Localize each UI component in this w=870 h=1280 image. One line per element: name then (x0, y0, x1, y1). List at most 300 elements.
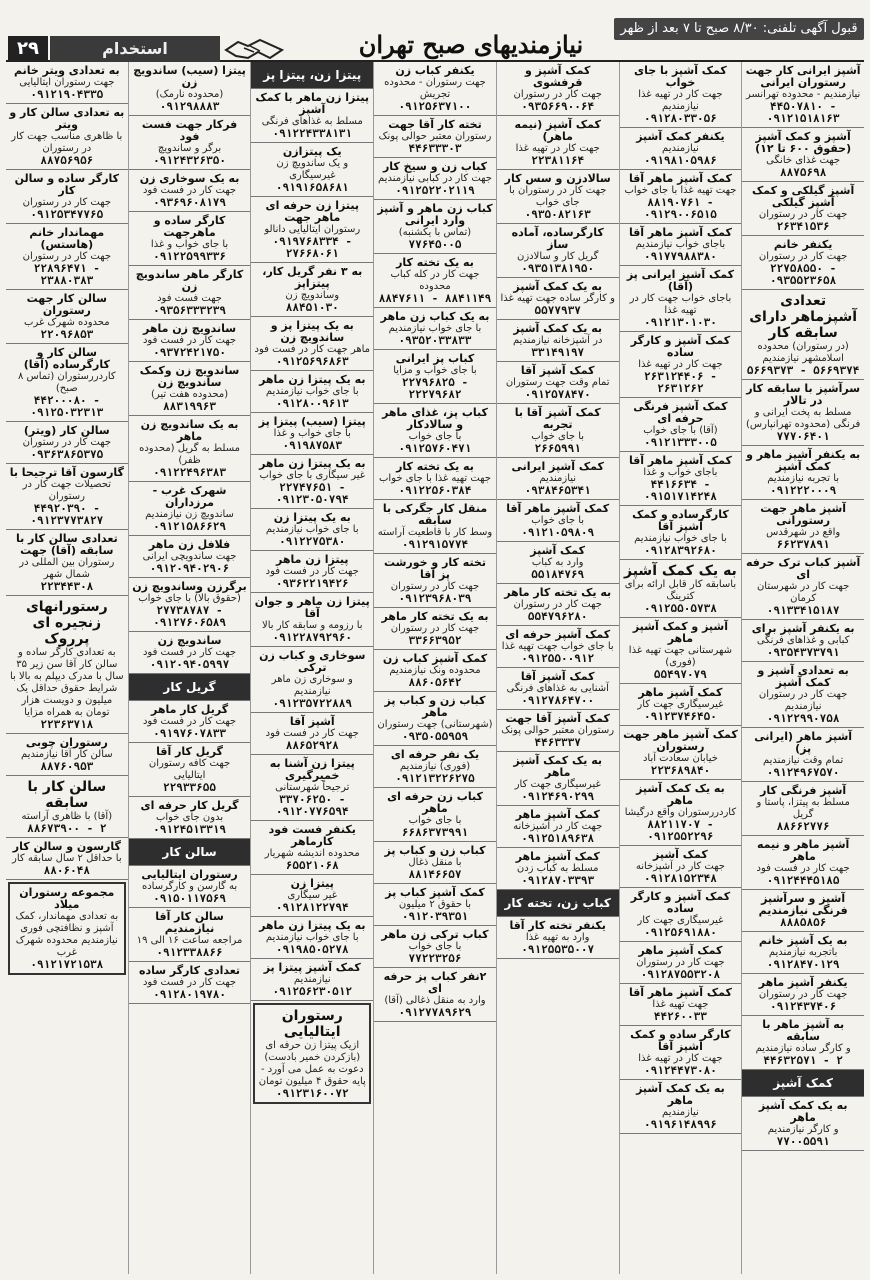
ad-phone: ۰۹۱۲۱۳۰۱۰۳۰ (643, 316, 717, 329)
ad-phone: ۰۹۱۲۲۷۵۳۸۰ (279, 535, 346, 548)
ad-text: مسلط به گریل (محدوده ظفر) (139, 443, 240, 466)
ad-phone: ۰۹۱۲۵۶۹۶۸۶۳ (275, 355, 349, 368)
ad-headline: به یک پیتزا زن ماهر (259, 919, 366, 932)
category-heading: کباب زن، تخته کار (497, 890, 619, 917)
ad-text: با جای خواب (408, 431, 462, 442)
ad-text: جهت کار در فست فود (142, 647, 237, 658)
ad-phone: ۰۹۱۲۹۱۵۷۷۴ (401, 538, 469, 551)
ad-text: (شهرستانی) جهت رستوران (377, 719, 493, 730)
classified-ad (374, 788, 496, 842)
ad-text: تحصیلات جهت کار در رستوران (22, 479, 112, 502)
classified-ad (129, 908, 251, 962)
classified-ad (129, 701, 251, 743)
classified-ad (251, 317, 373, 371)
ad-text: (آقا) با ظاهری آراسته (21, 811, 113, 822)
ad-headline: به یکنفر آشپز برای (751, 622, 855, 635)
ad-text: رستوران معتبر حوالی پونک (501, 725, 615, 736)
ad-phone: ۰۹۱۲۸۱۵۲۳۴۸ (643, 872, 717, 885)
classified-ad (374, 692, 496, 746)
ad-phone: ۰۹۱۵۰۱۱۷۵۶۹ (153, 892, 226, 905)
ad-phone: ۰۹۱۲۴۴۷۳۰۸۰ (643, 1064, 717, 1077)
ad-text: برگر و ساندویچ (157, 143, 222, 154)
ad-column (619, 62, 742, 1274)
ad-headline: به تعدادی آشپز و کمک آشپز (757, 664, 849, 689)
ad-phone: ۴۴۲۶۰۰۳۳ (653, 1010, 707, 1023)
classified-ad (251, 821, 373, 875)
ad-phone: ۰۹۱۲۳۹۶۸۰۳۹ (398, 592, 472, 605)
classified-ad (620, 726, 742, 780)
ad-text: تمام وقت جهت رستوران (505, 377, 610, 388)
ad-headline: مهماندار خانم (هاستس) (29, 226, 105, 251)
classified-ad (251, 917, 373, 959)
ad-text: جهت کار در فست فود (142, 716, 237, 727)
ad-phone: ۰۹۱۲۵۶۳۷۱۰۰ (398, 100, 472, 113)
ad-headline: گارسون و سالن کار (12, 840, 121, 853)
ad-headline: یکنفر فست فود کارماهر (268, 823, 356, 848)
classified-ad (8, 882, 126, 975)
ad-text: واقع در شهرقدس (766, 527, 841, 538)
classified-ad (620, 170, 742, 224)
ad-phone: ۶۶۸۶۳۷۳۹۹۱ (401, 826, 469, 839)
classified-ad (129, 866, 251, 908)
ad-phone: ۸۸۶۷۳۹۰۰ - ۲ (27, 822, 107, 835)
ad-headline: به ۳ نفر گریل کار، پیتزاپز (262, 265, 363, 290)
classified-ad (374, 254, 496, 308)
classified-ad (129, 116, 251, 170)
classified-ad (620, 618, 742, 684)
ad-text: غیرسیگاری جهت کار (637, 699, 724, 710)
ad-phone: ۰۹۱۲۴۴۴۵۱۸۵ (766, 874, 840, 887)
ad-headline: به یک تخته کار (396, 460, 474, 473)
classified-ad (620, 62, 742, 128)
classified-ad (6, 344, 128, 422)
classified-ad (742, 182, 864, 236)
ad-phone: ۰۹۱۲۵۵۰۵۷۳۸ (643, 602, 717, 615)
ad-headline: کمک آشپز ماهر آقا (628, 226, 732, 239)
ad-phone: ۳۳۱۴۹۱۹۷ (531, 346, 585, 359)
classified-ad (129, 62, 251, 116)
ad-text: وارد به منقل ذغالی (آقا) (384, 995, 486, 1006)
ad-phone: ۰۹۱۲۲۵۹۹۳۳۶ (153, 250, 226, 263)
ad-headline: کمک آشپز ایرانی (511, 460, 604, 473)
ad-headline: یکنفر تخته کار آقا (509, 919, 606, 932)
ad-phone: ۰۹۱۲۸۰۳۳۰۵۶ (643, 112, 717, 125)
ad-headline: سالن کار (ویتر) (23, 424, 110, 437)
ad-text: ماهر جهت کار در فست فود (254, 344, 371, 355)
ad-headline: فرکار جهت فست فود (141, 118, 238, 143)
ad-headline: تعدادی آشپزماهر دارای سابقه کار (749, 293, 858, 341)
classified-ad (742, 728, 864, 782)
ad-phone: ۰۹۱۲۴۶۹۰۲۹۹ (521, 790, 595, 803)
ad-headline: کمک آشپز ماهر آقا (628, 454, 732, 467)
ad-text: باجای خواب جهت کار در تهیه غذا (629, 293, 732, 316)
classified-ad (742, 932, 864, 974)
classified-ad (129, 962, 251, 1004)
ad-phone: ۰۹۱۲۸۰۰۹۶۱۳ (275, 397, 349, 410)
ad-headline: کمک آشپز ماهر آقا (628, 986, 732, 999)
ad-phone: ۰۹۱۲۴۵۱۳۳۱۹ (153, 823, 226, 836)
ad-headline: سالن کار با سابقه (27, 779, 107, 811)
ad-headline: به یک کمک آشپز ماهر (636, 1082, 725, 1107)
ad-text: با جای خواب (408, 815, 462, 826)
ad-headline: کمک آشپز ماهر جهت رستوران (623, 728, 738, 753)
ad-headline: به یک کباب زن ماهر (380, 310, 490, 323)
classified-ad (129, 266, 251, 320)
ad-text: جهت رستوران - محدوده تجریش (384, 77, 486, 100)
ad-column (128, 62, 251, 1274)
ad-phone: ۲۲۳۶۸۹۸۴۰ (650, 764, 711, 777)
ad-headline: کمک آشپز پیتزا پز (263, 961, 361, 974)
ad-phone: ۷۷۰۰۵۵۹۱ (776, 1135, 830, 1148)
ad-phone: ۰۹۱۲۹۸۸۸۳ (159, 100, 220, 113)
ad-text: جهت تهیه غذا (652, 999, 709, 1010)
ad-headline: آشپز ماهر (ایرانی پز) (754, 730, 853, 755)
classified-ad (6, 838, 128, 880)
ad-text: کاردررستوران واقع درگیشا (624, 807, 737, 818)
ad-headline: پیتزا زن حرفه ای ماهر جهت (265, 199, 359, 224)
classified-ad (251, 875, 373, 917)
classified-ad (129, 578, 251, 632)
ad-headline: ساندویچ زن ماهر (142, 322, 237, 335)
ad-headline: آشپز کباب ترک حرفه ای (745, 556, 861, 581)
ad-text: نیازمندیم (539, 473, 577, 484)
ad-text: جهت رستوران ایتالیایی (19, 77, 115, 88)
ad-text: با ظاهری مناسب جهت کار در رستوران (11, 131, 123, 154)
ad-text: جهت ساندویچی ایرانی (142, 551, 237, 562)
classified-ad (497, 752, 619, 806)
ad-text: با جای خواب نیازمندیم (265, 524, 359, 535)
ad-text: باجای خواب نیازمندیم (635, 239, 726, 250)
ad-phone: ۰۹۳۵۶۳۳۳۲۳۹ (153, 304, 226, 317)
ad-headline: به یک تخته کار ماهر (504, 586, 612, 599)
classified-ad (251, 455, 373, 509)
ad-text: با حداقل ۲ سال سابقه کار (12, 853, 122, 864)
ad-headline: شهرک غرب - مرزداران (152, 484, 227, 509)
classified-ad (374, 404, 496, 458)
ad-phone: ۸۸۱۹۰۷۶۱ - ۰۹۱۲۹۰۰۶۵۱۵ (643, 196, 717, 221)
ad-text: به تعدادی مهماندار، کمک آشپز و نظافتچی فوری نیازمندیم محدوده شهرک غرب (15, 911, 119, 958)
classified-ad (374, 926, 496, 968)
ad-phone: ۰۹۱۲۸۱۲۲۷۹۴ (275, 901, 349, 914)
ad-text: رستوران معتبر حوالی پونک (378, 131, 492, 142)
ad-text: جهت کار در رستوران با جای خواب (508, 185, 607, 208)
ad-phone: ۸۸۰۶۰۴۸ (43, 864, 90, 877)
ad-text: و کارگر ساده نیازمندیم (755, 1043, 851, 1054)
classified-ad (374, 350, 496, 404)
ad-text: جهت کار در تهیه غذا (638, 1053, 723, 1064)
ad-phone: ۰۹۱۲۵۱۸۹۶۳۸ (521, 832, 595, 845)
classified-ad (620, 780, 742, 846)
ad-headline: کباب پز، غذای ماهر و سالادکار (382, 406, 488, 431)
ad-phone: ۸۸۷۶۰۹۵۳ (40, 760, 94, 773)
ad-text: جهت کار در رستوران (22, 437, 112, 448)
classified-ad (374, 884, 496, 926)
handshake-icon (224, 34, 284, 62)
ad-headline: به یک کمک آشپز (513, 280, 603, 293)
ad-text: و یک ساندویچ زن غیرسیگاری (276, 158, 349, 181)
ad-text: جهت کار در رستوران (636, 957, 725, 968)
ad-headline: کمک آشپز ماهر (638, 686, 723, 699)
classified-ad (129, 797, 251, 839)
ad-phone: ۳۳۶۶۳۹۵۲ (408, 634, 462, 647)
ad-headline: به یک پیتزا زن ماهر (259, 457, 366, 470)
ad-text: باتجربه نیازمندیم (768, 947, 838, 958)
ad-text: رستوران ایتالیایی دانالو (264, 224, 361, 235)
classified-ad (6, 530, 128, 596)
ad-headline: رستوران ایتالیایی (281, 1008, 343, 1040)
ad-text: جهت کار در رستوران (390, 581, 480, 592)
ad-phone: ۳۳۷۰۶۲۵۰ - ۰۹۱۲۰۷۷۶۵۹۴ (275, 793, 349, 818)
ad-phone: ۰۹۱۲۰۹۴۰۲۹۰۶ (149, 562, 230, 575)
ad-headline: گریل کار آقا (156, 745, 223, 758)
ad-phone: ۰۹۱۲۲۸۷۹۲۹۶۰ (272, 631, 352, 644)
ad-headline: پیتزا زن ماهر و جوان آقا (254, 595, 370, 620)
category-heading: کمک آشپز (742, 1070, 864, 1097)
ad-phone: ۲۲۹۳۳۶۵۵ (163, 781, 217, 794)
ad-headline: پیتزا (سیب) پیتزا پز (258, 415, 366, 428)
category-heading: پیتزا زن، پیتزا پز (251, 62, 373, 89)
classified-ad (374, 116, 496, 158)
classified-ad (374, 458, 496, 500)
ad-phone: ۰۹۱۹۶۱۴۸۹۹۶ (643, 1118, 717, 1131)
ad-phone: ۸۸۶۶۲۷۷۶ (776, 820, 830, 833)
classified-ad (6, 224, 128, 290)
ad-text: ترجیحاً شهرستانی (275, 782, 350, 793)
ad-phone: ۲۲۳۴۴۳۰۸ (40, 580, 94, 593)
classified-ad (6, 464, 128, 530)
classified-ad (129, 212, 251, 266)
ad-text: جهت کار در کبابی نیازمندیم (378, 173, 492, 184)
ad-text: غیر سیگاری (287, 890, 338, 901)
ad-headline: کمک آشپز ماهر (515, 808, 600, 821)
ad-phone: ۸۸۸۵۸۵۶ (779, 916, 827, 929)
ad-columns (6, 62, 864, 1274)
ad-phone: ۸۸۶۰۵۶۴۲ (408, 676, 462, 689)
ad-phone: ۰۹۱۲۷۷۸۹۶۲۹ (398, 1006, 472, 1019)
ad-column (6, 62, 128, 1274)
ad-text: ساندویچ زن نیازمندیم (145, 509, 234, 520)
classified-ad (620, 266, 742, 332)
category-heading: گریل کار (129, 674, 251, 701)
ad-phone: ۰۹۳۵۴۳۷۳۷۹۱ (766, 646, 840, 659)
ad-text: جهت کار در رستوران (758, 989, 848, 1000)
ad-phone: ۴۴۲۰۰۰۸۰ - ۰۹۱۲۵۰۳۲۳۱۳ (30, 394, 104, 419)
ad-phone: ۰۹۱۲۳۵۷۲۲۸۸۹ (272, 697, 352, 710)
classified-ad (620, 452, 742, 506)
classified-ad (620, 224, 742, 266)
ad-column (250, 62, 373, 1274)
classified-ad (251, 263, 373, 317)
classified-ad (620, 398, 742, 452)
ad-phone: ۰۹۱۲۵۷۶۰۴۷۱ (398, 442, 472, 455)
ad-headline: کمک آشپز ماهر آقا (506, 502, 610, 515)
classified-ad (497, 500, 619, 542)
ad-text: (در رستوران) محدوده اسلامشهر نیازمندیم (757, 341, 849, 364)
ad-phone: ۰۹۳۵۲۰۳۳۸۳۳ (398, 334, 472, 347)
classified-ad (497, 62, 619, 116)
ad-text: (تماس با یکشنبه) (398, 227, 472, 238)
classified-ad (497, 806, 619, 848)
ad-headline: آشپز ماهر و نیمه ماهر (756, 838, 850, 863)
classified-ad (251, 413, 373, 455)
ad-headline: به یک ساندویچ زن ماهر (140, 418, 239, 443)
ad-headline: به یک سوخاری زن (139, 172, 240, 185)
ad-headline: ۲نفر کباب پز حرفه ای (383, 970, 487, 995)
classified-ad (251, 509, 373, 551)
ad-headline: ساندویچ زن (157, 634, 222, 647)
ad-headline: یکنفر کمک آشپز (636, 130, 725, 143)
classified-ad (6, 104, 128, 170)
ad-text: و کارگر ساده جهت تهیه غذا (500, 293, 615, 304)
ad-phone: ۲۲۷۵۸۵۵۰ - ۰۹۳۵۵۲۳۶۵۸ (770, 262, 837, 287)
classified-ad (742, 500, 864, 554)
classified-ad (620, 560, 742, 618)
classified-ad (374, 500, 496, 554)
ad-phone: ۲۲۸۹۶۴۷۱ - ۲۳۸۸۰۳۸۳ (33, 262, 100, 287)
ad-headline: مجموعه رستوران میلاد (19, 886, 115, 911)
classified-ad (129, 170, 251, 212)
ad-headline: تخته کار و خورشت پز آقا (383, 556, 486, 581)
classified-ad (742, 554, 864, 620)
ad-phone: ۰۹۱۲۸۴۷۰۱۲۹ (766, 958, 840, 971)
ad-text: نیازمندیم (662, 143, 699, 154)
classified-ad (742, 890, 864, 932)
ad-text: جهت کار در رستوران نیازمندیم (758, 689, 848, 712)
ad-phone: ۰۹۱۲۸۳۹۲۶۸۰ (643, 544, 717, 557)
ad-text: جهت تهیه غذا با جای خواب (379, 473, 491, 484)
classified-ad (6, 170, 128, 224)
ad-headline: به یک پیتزا زن (273, 511, 351, 524)
ad-text: کاردررستوران (تماس ۸ صبح) (17, 371, 116, 394)
ad-text: (محدوده نارمک) (155, 89, 224, 100)
ad-phone: ۰۹۱۲۵۷۸۴۷۰ (524, 388, 591, 401)
ad-text: جهت کار در رستوران (513, 599, 602, 610)
classified-ad (742, 782, 864, 836)
classified-ad (374, 650, 496, 692)
classified-ad (742, 1016, 864, 1070)
classified-ad (251, 593, 373, 647)
classified-ad (251, 755, 373, 821)
ad-text: جهت کار در کله کباب محدوده (390, 269, 480, 292)
ad-text: (آقا) با جای خواب (643, 425, 718, 436)
classified-ad (742, 128, 864, 182)
ad-column (496, 62, 619, 1274)
ad-headline: به یک کمک آشپز ماهر (636, 782, 725, 807)
classified-ad (497, 917, 619, 959)
ad-text: جهت کار در رستوران (22, 197, 112, 208)
ad-text: جهت کار در آشپزخانه (635, 861, 725, 872)
classified-ad (374, 746, 496, 788)
ad-phone: ۰۹۱۲۸۰۱۹۷۸۰ (153, 988, 226, 1001)
ad-text: مسلط به پیتزا، پاستا و گریل (756, 797, 850, 820)
ad-headline: تعدادی سالن کار با سابقه (آقا) جهت (15, 532, 118, 557)
ad-text: کبابی و غذاهای فرنگی (756, 635, 850, 646)
ad-phone: ۰۹۱۲۲۵۶۰۳۸۴ (398, 484, 472, 497)
ad-text: (حقوق بالا) با جای خواب (138, 593, 241, 604)
ad-headline: کمک آشپز آقا (520, 364, 595, 377)
ad-column (741, 62, 864, 1274)
ad-text: جهت کار در رستوران (758, 209, 848, 220)
ad-phone: ۰۹۱۲۵۶۹۱۸۸۰ (643, 926, 717, 939)
ad-phone: ۰۹۱۹۸۱۰۵۹۸۶ (643, 154, 717, 167)
ad-text: در آشپزخانه نیازمندیم (512, 335, 603, 346)
ad-headline: کمک آشپز با جای خواب (633, 64, 727, 89)
ad-phone: ۰۹۱۲۵۵۳۵۰۰۷ (521, 943, 595, 956)
ad-phone: ۰۹۳۵۰۸۲۱۶۳ (524, 208, 591, 221)
ad-headline: به یک کمک آشپز (513, 322, 603, 335)
ad-phone: ۰۹۱۲۲۹۹۰۷۵۸ (766, 712, 840, 725)
ad-headline: کمک آشپز آقا با تجربه (514, 406, 601, 431)
ad-phone: ۲۷۷۳۸۷۸۷ - ۰۹۱۲۷۶۰۶۵۸۹ (153, 604, 226, 629)
classified-ad (374, 158, 496, 200)
ad-text: با رزومه و سابقه کار بالا (261, 620, 363, 631)
ad-text: رستوران بین المللی در شمال شهر (19, 557, 115, 580)
ad-headline: کمک آشپز و قرفشوی (524, 64, 591, 89)
ad-text: وارد به تهیه غذا (525, 932, 590, 943)
ad-headline: پیتزا زن (290, 877, 334, 890)
classified-ad (620, 888, 742, 942)
ad-text: ازیک پیتزا زن حرفه ای (بازکردن خمیر بادست) دعوت به عمل می آورد - پایه حقوق ۴ میلیون تومان (258, 1040, 366, 1087)
ad-text: باسابقه کار قابل ارائه برای کترینگ (624, 579, 737, 602)
ad-headline: کمک آشپز و کارگر ساده (630, 890, 731, 915)
ad-headline: کمک آشپز (نیمه ماهر) (514, 118, 601, 143)
ad-headline: پیتزا زن ماهر (276, 553, 349, 566)
ad-text: جهت کار در آشپزخانه (513, 821, 603, 832)
ad-headline: آشپز ماهر جهت رستورانی (760, 502, 847, 527)
ad-text: مسلط به پخت ایرانی و فرنگی (محدوده تهرانپارس) (746, 407, 861, 430)
ad-phone: ۰۹۳۸۴۶۵۳۴۱ (524, 484, 591, 497)
ad-text: وارد به کباب (531, 557, 584, 568)
ad-headline: کباب زن و کباب پز ماهر (384, 694, 486, 719)
ad-text: جهت غذای خانگی (766, 155, 841, 166)
ad-headline: پیتزا زن ماهر با کمک آشپز (255, 91, 369, 116)
classified-ad (374, 842, 496, 884)
classified-ad (6, 596, 128, 734)
ad-headline: به یک پیتزا زن ماهر (259, 373, 366, 386)
classified-ad (497, 626, 619, 668)
classified-ad (497, 848, 619, 890)
classified-ad (251, 143, 373, 197)
ad-headline: سالن کار و کارگرساده (آقا) (23, 346, 110, 371)
ad-phone: ۰۹۱۲۵۲۲۰۲۱۱۹ (395, 184, 475, 197)
classified-ad (251, 713, 373, 755)
ad-text: و کارگر نیازمندیم (767, 1124, 839, 1135)
classified-ad (620, 984, 742, 1026)
ad-phone: ۸۸۶۵۲۹۲۸ (285, 739, 339, 752)
ad-headline: سالادزن و سس کار (504, 172, 611, 185)
ad-headline: ساندویچ زن وکمک ساندویچ زن (139, 364, 240, 389)
ad-headline: کمک آشپز ایرانی پز (آقا) (626, 268, 735, 293)
ad-headline: آشپز فرنگی کار (760, 784, 847, 797)
ad-headline: کمک آشپز حرفه ای (505, 628, 611, 641)
ad-phone: ۴۴۶۳۳۳۰۳ (408, 142, 462, 155)
ad-text: جهت کار در تهیه غذا (515, 143, 600, 154)
ad-phone: ۵۵۴۹۷۰۷۹ (653, 668, 707, 681)
ad-text: باجای خواب و غذا (643, 467, 718, 478)
ad-column (373, 62, 496, 1274)
classified-ad (253, 1003, 371, 1104)
ad-headline: به تعدادی سالن کار و ویتر (9, 106, 125, 131)
ad-text: با حقوق ۲ میلیون (398, 899, 472, 910)
classified-ad (497, 224, 619, 278)
category-heading: سالن کار (129, 839, 251, 866)
ad-headline: سالن کار آقا نیازمندیم (155, 910, 224, 935)
ad-phone: ۸۸۴۵۱۰۳۰ (285, 301, 339, 314)
classified-ad (742, 62, 864, 128)
classified-ad (497, 710, 619, 752)
ad-headline: گریل کار ماهر (150, 703, 229, 716)
ad-headline: رستوران ایتالیایی (141, 868, 238, 881)
